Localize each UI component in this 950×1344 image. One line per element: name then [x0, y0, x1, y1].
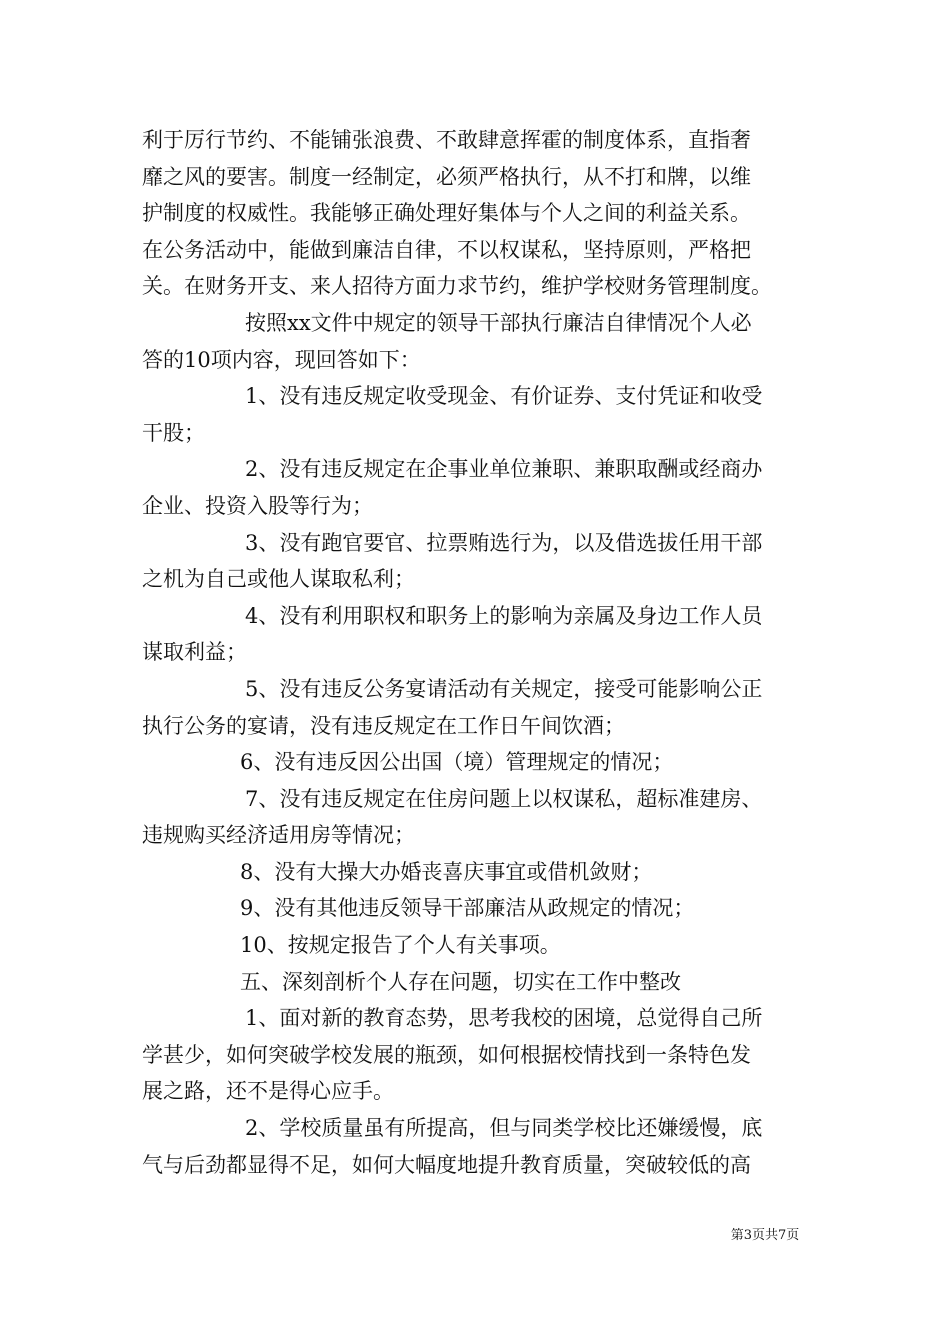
text-line: 利于厉行节约、不能铺张浪费、不敢肆意挥霍的制度体系，直指奢	[142, 128, 751, 152]
list-item-9: 9、没有其他违反领导干部廉洁从政规定的情况；	[240, 896, 695, 921]
text-line: 企业、投资入股等行为；	[142, 493, 373, 518]
text-line: 展之路，还不是得心应手。	[142, 1079, 394, 1104]
text-line: 气与后劲都显得不足，如何大幅度地提升教育质量，突破较低的高	[142, 1152, 751, 1177]
text-line: 靡之风的要害。制度一经制定，必须严格执行，从不打和牌，以维	[142, 164, 751, 189]
list-item-5: 5、没有违反公务宴请活动有关规定，接受可能影响公正	[245, 676, 763, 701]
list-item-4: 4、没有利用职权和职务上的影响为亲属及身边工作人员	[245, 603, 763, 628]
problem-item-1: 1、面对新的教育态势，思考我校的困境，总觉得自己所	[245, 1006, 763, 1031]
text-line: 谋取利益；	[142, 640, 247, 665]
list-item-6: 6、没有违反因公出国（境）管理规定的情况；	[240, 750, 674, 775]
text-line: 学甚少，如何突破学校发展的瓶颈，如何根据校情找到一条特色发	[142, 1042, 751, 1067]
text-line: 执行公务的宴请，没有违反规定在工作日午间饮酒；	[142, 713, 625, 738]
list-item-8: 8、没有大操大办婚丧喜庆事宜或借机敛财；	[240, 859, 653, 884]
section-heading: 五、深刻剖析个人存在问题，切实在工作中整改	[240, 969, 681, 994]
document-body	[142, 122, 814, 1183]
text-line: 干股；	[142, 420, 205, 445]
text-line: 之机为自己或他人谋取私利；	[142, 567, 415, 592]
list-item-3: 3、没有跑官要官、拉票贿选行为，以及借选拔任用干部	[245, 530, 763, 555]
list-item-1: 1、没有违反规定收受现金、有价证券、支付凭证和收受	[245, 384, 763, 409]
text-line: 违规购买经济适用房等情况；	[142, 823, 415, 848]
page-number: 第3页共7页	[730, 1228, 800, 1243]
text-line: 在公务活动中，能做到廉洁自律，不以权谋私，坚持原则，严格把	[142, 237, 751, 262]
list-item-7: 7、没有违反规定在住房问题上以权谋私，超标准建房、	[245, 786, 763, 811]
text-line: 关。在财务开支、来人招待方面力求节约，维护学校财务管理制度。	[142, 274, 772, 299]
list-item-2: 2、没有违反规定在企事业单位兼职、兼职取酬或经商办	[245, 457, 763, 482]
text-line: 答的10项内容，现回答如下：	[142, 347, 421, 372]
problem-item-2: 2、学校质量虽有所提高，但与同类学校比还嫌缓慢，底	[245, 1116, 763, 1141]
list-item-10: 10、按规定报告了个人有关事项。	[240, 933, 561, 958]
text-line: 护制度的权威性。我能够正确处理好集体与个人之间的利益关系。	[142, 201, 751, 226]
text-line: 按照xx文件中规定的领导干部执行廉洁自律情况个人必	[245, 310, 752, 335]
